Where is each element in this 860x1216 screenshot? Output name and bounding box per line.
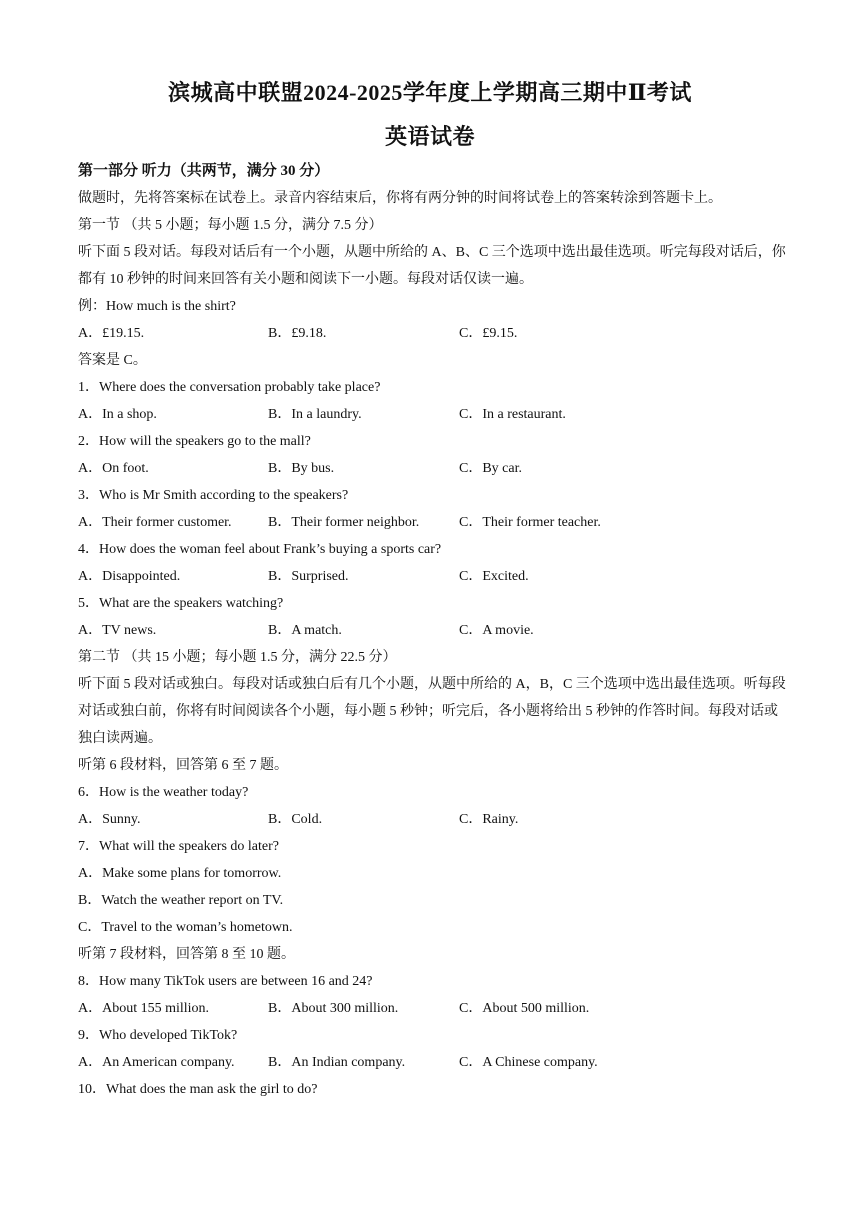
question-4-options <box>78 563 790 590</box>
question-3-options <box>78 509 790 536</box>
option-c: C．By car. <box>459 461 522 476</box>
question-4: 4．How does the woman feel about Frank’s buying a sports car? <box>78 542 442 557</box>
option-b: B．Surprised. <box>268 569 349 584</box>
question-9: 9．Who developed TikTok? <box>78 1028 238 1043</box>
option-a: A．On foot. <box>78 461 149 476</box>
exam-title: 滨城高中联盟2024-2025学年度上学期高三期中Ⅱ考试 <box>168 80 692 105</box>
option-a: A．In a shop. <box>78 407 157 422</box>
option-a: A．TV news. <box>78 623 157 638</box>
option-a: A．£19.15. <box>78 326 145 341</box>
question-9-options <box>78 1049 790 1076</box>
example-options <box>78 320 790 347</box>
question-5-options <box>78 617 790 644</box>
question-8: 8．How many TikTok users are between 16 and 24? <box>78 974 373 989</box>
question-10: 10．What does the man ask the girl to do? <box>78 1082 318 1097</box>
option-c: C．In a restaurant. <box>459 407 566 422</box>
question-1-options <box>78 401 790 428</box>
option-b: B．Their former neighbor. <box>268 515 420 530</box>
question-7: 7．What will the speakers do later? <box>78 839 279 854</box>
option-c: C．About 500 million. <box>459 1001 590 1016</box>
material-7-note: 听第 7 段材料，回答第 8 至 10 题。 <box>78 947 295 962</box>
section2-instruction: 听下面 5 段对话或独白。每段对话或独白后有几个小题，从题中所给的 A，B，C 三个选项中选出最佳选项。听每段对话或独白前，你将有时间阅读各个小题，每小题 5 秒钟；听完后，各小题将给出 5 秒钟的作答时间。每段对话或独白读两遍。 <box>78 677 786 746</box>
option-a: A．Sunny. <box>78 812 141 827</box>
option-a: A．Disappointed. <box>78 569 181 584</box>
question-3: 3．Who is Mr Smith according to the speakers? <box>78 488 349 503</box>
option-b: B．An Indian company. <box>268 1055 406 1070</box>
question-1: 1．Where does the conversation probably take place? <box>78 380 381 395</box>
option-b: B．Watch the weather report on TV. <box>78 893 284 908</box>
question-6: 6．How is the weather today? <box>78 785 249 800</box>
option-b: B．A match. <box>268 623 342 638</box>
option-c: C．A movie. <box>459 623 534 638</box>
material-6-note: 听第 6 段材料，回答第 6 至 7 题。 <box>78 758 288 773</box>
question-8-options <box>78 995 790 1022</box>
exam-subtitle: 英语试卷 <box>384 124 475 149</box>
section1-instruction: 听下面 5 段对话。每段对话后有一个小题，从题中所给的 A、B、C 三个选项中选出最佳选项。听完每段对话后，你都有 10 秒钟的时间来回答有关小题和阅读下一小题。每段对话仅读一遍。 <box>78 245 786 287</box>
option-b: B．Cold. <box>268 812 323 827</box>
option-b: B．£9.18. <box>268 326 327 341</box>
question-6-options <box>78 806 790 833</box>
example-question: 例：How much is the shirt? <box>78 299 236 314</box>
option-a: A．Their former customer. <box>78 515 232 530</box>
part1-heading: 第一部分 听力（共两节，满分 30 分） <box>78 163 330 179</box>
question-2-options <box>78 455 790 482</box>
question-5: 5．What are the speakers watching? <box>78 596 284 611</box>
option-b: B．About 300 million. <box>268 1001 399 1016</box>
option-c: C．£9.15. <box>459 326 518 341</box>
option-c: C．Excited. <box>459 569 529 584</box>
option-a: A．An American company. <box>78 1055 235 1070</box>
option-a: A．Make some plans for tomorrow. <box>78 866 282 881</box>
option-c: C．Travel to the woman’s hometown. <box>78 920 293 935</box>
option-b: B．By bus. <box>268 461 335 476</box>
example-answer: 答案是 C。 <box>78 353 147 368</box>
option-c: C．A Chinese company. <box>459 1055 598 1070</box>
question-2: 2．How will the speakers go to the mall? <box>78 434 311 449</box>
option-c: C．Rainy. <box>459 812 519 827</box>
section1-heading: 第一节 （共 5 小题；每小题 1.5 分，满分 7.5 分） <box>78 218 383 233</box>
section2-heading: 第二节 （共 15 小题；每小题 1.5 分，满分 22.5 分） <box>78 650 397 665</box>
exam-content <box>78 158 790 1103</box>
option-a: A．About 155 million. <box>78 1001 210 1016</box>
general-instruction: 做题时，先将答案标在试卷上。录音内容结束后，你将有两分钟的时间将试卷上的答案转涂到答题卡上。 <box>78 191 722 206</box>
option-c: C．Their former teacher. <box>459 515 601 530</box>
option-b: B．In a laundry. <box>268 407 362 422</box>
